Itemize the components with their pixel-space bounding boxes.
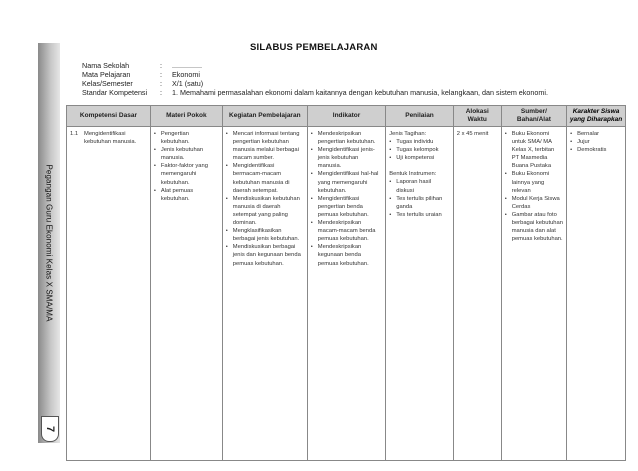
cell-penilaian xyxy=(386,127,454,461)
cell-kompetensi-dasar xyxy=(67,127,151,461)
list-item: • Gambar atau foto berbagai kebutuhan manusia dan alat pemuas kebutuhan. xyxy=(505,211,563,243)
header-materi-pokok: Materi Pokok xyxy=(150,106,222,127)
header-kompetensi-dasar: Kompetensi Dasar xyxy=(67,106,151,127)
table-row xyxy=(67,127,626,461)
list-item: • Faktor-faktor yang memengaruhi kebutuhan. xyxy=(154,162,219,186)
meta-label: Mata Pelajaran xyxy=(82,70,131,79)
page-number: 7 xyxy=(44,425,56,433)
penilaian-jenis-label: Jenis Tagihan: xyxy=(389,131,427,137)
list-item: • Mencari informasi tentang pengertian kebutuhan manusia melalui berbagai macam sumber. xyxy=(226,130,304,162)
meta-value: X/1 (satu) xyxy=(172,79,204,88)
cell-materi-pokok xyxy=(150,127,222,461)
table-header-row xyxy=(67,106,626,127)
header-indikator: Indikator xyxy=(307,106,385,127)
list-item: • Mendeskripsikan pengertian kebutuhan. xyxy=(311,130,382,146)
list-item: • Tes tertulis pilihan ganda xyxy=(389,195,450,211)
meta-value: ............... xyxy=(172,61,202,70)
list-item: • Uji kompetensi xyxy=(389,154,450,162)
list-item: • Buku Ekonomi untuk SMA/ MA Kelas X, terbitan PT Masmedia Buana Pustaka xyxy=(505,130,563,170)
list-item: • Buku Ekonomi lainnya yang relevan xyxy=(505,170,563,194)
list-item: • Mengidentifikasi bermacam-macam kebutuhan manusia di daerah setempat. xyxy=(226,162,304,194)
list-item: • Demokratis xyxy=(570,146,622,154)
list-item: • Alat pemuas kebutuhan. xyxy=(154,187,219,203)
cell-sumber xyxy=(501,127,566,461)
kd-text: Mengidentifikasi kebutuhan manusia. xyxy=(84,131,137,146)
page-title: SILABUS PEMBELAJARAN xyxy=(250,42,378,53)
cell-alokasi-waktu: 2 x 45 menit xyxy=(453,127,501,461)
list-item: • Modul Kerja Siswa Cerdas xyxy=(505,195,563,211)
meta-label: Kelas/Semester xyxy=(82,79,133,88)
list-item: • Mendeskripsikan macam-macam benda pemuas kebutuhan. xyxy=(311,219,382,243)
running-head: Pegangan Guru Ekonomi Kelas X SMA/MA xyxy=(44,164,54,322)
meta-value: Ekonomi xyxy=(172,70,200,79)
cell-kegiatan xyxy=(222,127,307,461)
meta-label: Standar Kompetensi xyxy=(82,88,148,97)
list-item: • Mengidentifikasi jenis-jenis kebutuhan manusia. xyxy=(311,146,382,170)
list-item: • Jujur xyxy=(570,138,622,146)
list-item: • Mengidentifikasi pengertian benda pemuas kebutuhan. xyxy=(311,195,382,219)
syllabus-table xyxy=(66,105,626,461)
list-item: • Mengidentifikasi hal-hal yang memengaruhi kebutuhan. xyxy=(311,170,382,194)
list-item: • Jenis kebutuhan manusia. xyxy=(154,146,219,162)
list-item: • Mendiskusikan kebutuhan manusia di daerah setempat yang paling dominan. xyxy=(226,195,304,227)
list-item: • Tugas individu xyxy=(389,138,450,146)
header-alokasi-waktu: Alokasi Waktu xyxy=(453,106,501,127)
list-item: • Mengklasifikasikan berbagai jenis kebutuhan. xyxy=(226,227,304,243)
header-kegiatan: Kegiatan Pembelajaran xyxy=(222,106,307,127)
penilaian-bentuk-label: Bentuk Instrumen: xyxy=(389,171,437,178)
meta-value: 1. Memahami permasalahan ekonomi dalam kaitannya dengan kebutuhan manusia, kelangkaan, dan sistem ekonomi. xyxy=(172,88,548,97)
list-item: • Pengertian kebutuhan. xyxy=(154,130,219,146)
list-item: • Laporan hasil diskusi xyxy=(389,178,450,194)
kd-number: 1.1 xyxy=(70,131,79,137)
header-karakter: Karakter Siswa yang Diharapkan xyxy=(567,106,626,127)
header-sumber: Sumber/ Bahan/Alat xyxy=(501,106,566,127)
list-item: • Tes tertulis uraian xyxy=(389,211,450,219)
cell-indikator xyxy=(307,127,385,461)
page-number-badge xyxy=(41,416,59,442)
list-item: • Mendeskripsikan kegunaan benda pemuas kebutuhan. xyxy=(311,243,382,267)
cell-karakter xyxy=(567,127,626,461)
header-penilaian: Penilaian xyxy=(386,106,454,127)
list-item: • Bernalar xyxy=(570,130,622,138)
list-item: • Tugas kelompok xyxy=(389,146,450,154)
meta-label: Nama Sekolah xyxy=(82,61,130,70)
list-item: • Mendiskusikan berbagai jenis dan kegunaan benda pemuas kebutuhan. xyxy=(226,243,304,267)
